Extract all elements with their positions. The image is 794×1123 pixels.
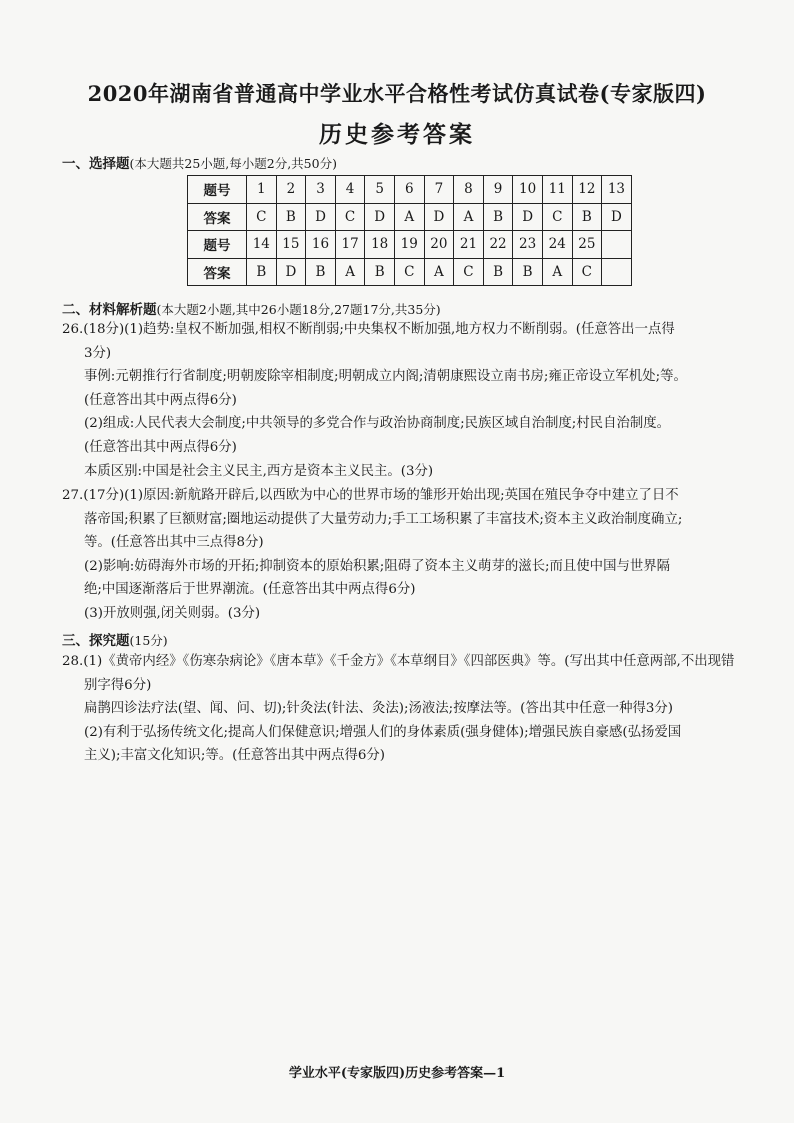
answer-cell: B [247, 258, 277, 286]
question-number: 9 [483, 176, 513, 204]
table-row-answers-1 [188, 203, 632, 231]
answer-table [187, 175, 632, 286]
section-3-heading [62, 629, 168, 649]
table-row-numbers-1 [188, 176, 632, 204]
text-line: (2)组成:人民代表大会制度;中共领导的多党合作与政治协商制度;民族区域自治制度;村民自治制度。 [84, 416, 671, 432]
text-line: 落帝国;积累了巨额财富;圈地运动提供了大量劳动力;手工工场积累了丰富技术;资本主义政治制度确立; [84, 511, 683, 527]
text-line: 绝;中国逐渐落后于世界潮流。(任意答出其中两点得6分) [84, 582, 416, 598]
question-number: 2 [276, 176, 306, 204]
question-26-answer [62, 318, 762, 483]
section-1-note: (本大题共25小题,每小题2分,共50分) [129, 156, 337, 171]
question-number: 10 [513, 176, 543, 204]
question-number: 22 [483, 231, 513, 259]
document-title: 2020年湖南省普通高中学业水平合格性考试仿真试卷(专家版四) [87, 81, 707, 106]
row-label-number: 题号 [188, 176, 247, 204]
text-line: 本质区别:中国是社会主义民主,西方是资本主义民主。(3分) [84, 463, 434, 479]
text-line: (2)有利于弘扬传统文化;提高人们保健意识;增强人们的身体素质(强身健体);增强民族自豪感(弘扬爱国 [84, 724, 682, 740]
question-number: 14 [247, 231, 277, 259]
text-line: (任意答出其中两点得6分) [84, 392, 237, 408]
answer-cell [602, 258, 632, 286]
answer-cell: C [394, 258, 424, 286]
question-number: 20 [424, 231, 454, 259]
question-number: 21 [454, 231, 484, 259]
answer-cell: D [602, 203, 632, 231]
answer-cell: A [454, 203, 484, 231]
text-line: 别字得6分) [84, 677, 152, 693]
text-line: 3分) [84, 345, 112, 361]
table-row-answers-2 [188, 258, 632, 286]
answer-cell: D [365, 203, 395, 231]
question-28-answer [62, 650, 762, 768]
answer-cell: C [454, 258, 484, 286]
question-number: 6 [394, 176, 424, 204]
section-2-heading [62, 298, 441, 318]
question-number: 19 [394, 231, 424, 259]
answer-cell: D [513, 203, 543, 231]
text-line: 扁鹊四诊法疗法(望、闻、问、切);针灸法(针法、灸法);汤液法;按摩法等。(答出其中任意一种得3分) [84, 701, 674, 717]
answer-cell: A [424, 258, 454, 286]
document-subtitle: 历史参考答案 [319, 121, 475, 148]
question-number: 8 [454, 176, 484, 204]
section-2-title: 二、材料解析题 [62, 302, 157, 318]
question-number: 15 [276, 231, 306, 259]
question-number [602, 231, 632, 259]
question-number: 3 [306, 176, 336, 204]
answer-cell: C [335, 203, 365, 231]
question-number: 4 [335, 176, 365, 204]
question-number: 24 [542, 231, 572, 259]
question-27-answer [62, 484, 762, 626]
text-line: (3)开放则强,闭关则弱。(3分) [84, 605, 261, 621]
text-line: 26.(18分)(1)趋势:皇权不断加强,相权不断削弱;中央集权不断加强,地方权力不断削弱。(任意答出一点得 [62, 322, 675, 337]
text-line: (2)影响:妨碍海外市场的开拓;抑制资本的原始积累;阻碍了资本主义萌芽的滋长;而且使中国与世界隔 [84, 558, 671, 574]
row-label-number: 题号 [188, 231, 247, 259]
answer-cell: D [306, 203, 336, 231]
text-line: 27.(17分)(1)原因:新航路开辟后,以西欧为中心的世界市场的雏形开始出现;英国在殖民争夺中建立了日不 [62, 488, 679, 503]
answer-cell: B [483, 203, 513, 231]
answer-cell: B [483, 258, 513, 286]
question-number: 17 [335, 231, 365, 259]
answer-cell: A [394, 203, 424, 231]
answer-cell: B [276, 203, 306, 231]
text-line: 主义);丰富文化知识;等。(任意答出其中两点得6分) [84, 748, 386, 764]
answer-cell: D [276, 258, 306, 286]
question-number: 5 [365, 176, 395, 204]
text-line: 事例:元朝推行行省制度;明朝废除宰相制度;明朝成立内阁;清朝康熙设立南书房;雍正帝设立军机处;等。 [84, 369, 687, 385]
answer-cell: B [513, 258, 543, 286]
section-2-note: (本大题2小题,其中26小题18分,27题17分,共35分) [156, 302, 441, 317]
page-footer: 学业水平(专家版四)历史参考答案—1 [288, 1066, 506, 1081]
section-1-heading [62, 152, 337, 172]
answer-cell: A [542, 258, 572, 286]
question-number: 25 [572, 231, 602, 259]
answer-cell: B [306, 258, 336, 286]
section-3-note: (15分) [129, 633, 168, 648]
answer-cell: B [572, 203, 602, 231]
question-number: 13 [602, 176, 632, 204]
row-label-answer: 答案 [188, 203, 247, 231]
question-number: 7 [424, 176, 454, 204]
question-number: 23 [513, 231, 543, 259]
table-row-numbers-2 [188, 231, 632, 259]
answer-cell: C [542, 203, 572, 231]
question-number: 18 [365, 231, 395, 259]
question-number: 16 [306, 231, 336, 259]
answer-cell: D [424, 203, 454, 231]
question-number: 1 [247, 176, 277, 204]
question-number: 11 [542, 176, 572, 204]
section-1-title: 一、选择题 [62, 156, 130, 172]
answer-cell: C [572, 258, 602, 286]
question-number: 12 [572, 176, 602, 204]
answer-cell: A [335, 258, 365, 286]
answer-cell: C [247, 203, 277, 231]
row-label-answer: 答案 [188, 258, 247, 286]
answer-cell: B [365, 258, 395, 286]
text-line: 28.(1)《黄帝内经》《伤寒杂病论》《唐本草》《千金方》《本草纲目》《四部医典》等。(写出其中任意两部,不出现错 [62, 654, 735, 669]
text-line: (任意答出其中两点得6分) [84, 439, 237, 455]
section-3-title: 三、探究题 [62, 633, 130, 649]
text-line: 等。(任意答出其中三点得8分) [84, 535, 264, 551]
